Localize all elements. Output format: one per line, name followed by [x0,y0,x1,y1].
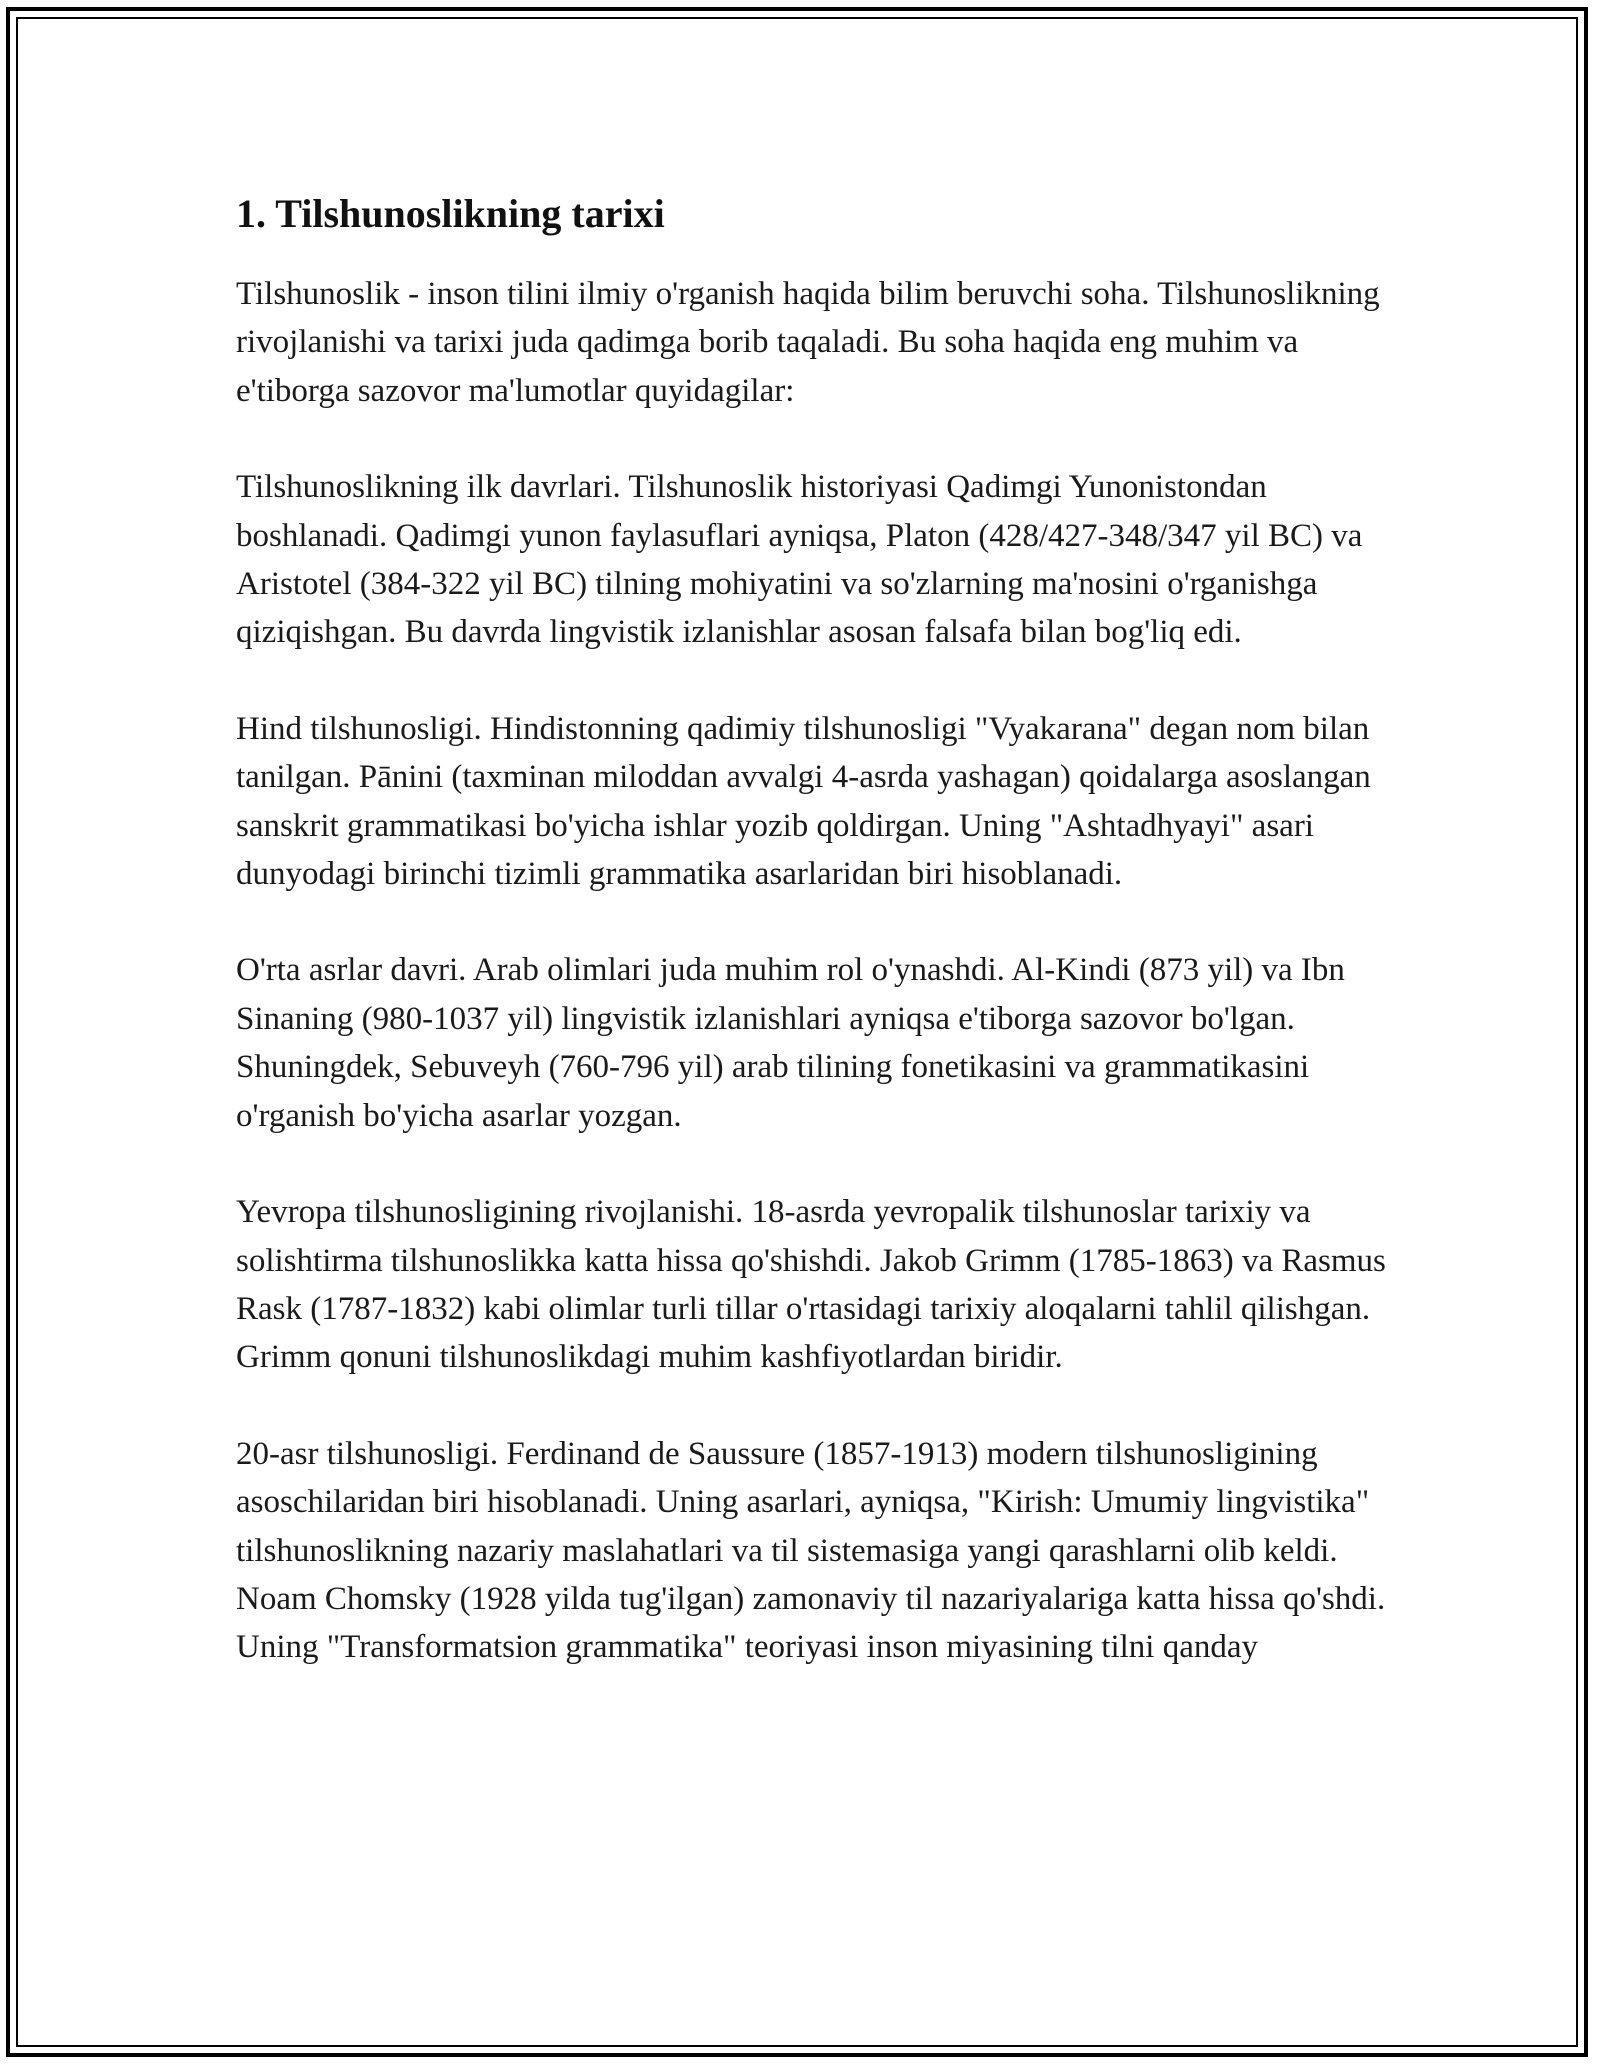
paragraph-intro: Tilshunoslik - inson tilini ilmiy o'rganish haqida bilim beruvchi soha. Tilshunoslikning rivojlanishi va tarixi juda qadimga borib taqaladi. Bu soha haqida eng muhim va e'tiborga sazovor ma'lumotlar quyidagilar: [236,276,1380,409]
paragraph-middle-ages: O'rta asrlar davri. Arab olimlari juda muhim rol o'ynashdi. Al-Kindi (873 yil) va Ibn Sinaning (980-1037 yil) lingvistik izlanishlari ayniqsa e'tiborga sazovor bo'lgan. Shuningdek, Sebuveyh (760-796 yil) arab tilining fonetikasini va grammatikasini o'rganish bo'yicha asarlar yozgan. [236,952,1345,1134]
document-body [236,186,1396,1720]
paragraph-indian-linguistics: Hind tilshunosligi. Hindistonning qadimiy tilshunosligi "Vyakarana" degan nom bilan tanilgan. Pānini (taxminan miloddan avvalgi 4-asrda yashagan) qoidalarga asoslangan sanskrit grammatikasi bo'yicha ishlar yozib qoldirgan. Uning "Ashtadhyayi" asari dunyodagi birinchi tizimli grammatika asarlaridan biri hisoblanadi. [236,710,1371,893]
paragraph-early-periods: Tilshunoslikning ilk davrlari. Tilshunoslik historiyasi Qadimgi Yunonistondan boshlanadi. Qadimgi yunon faylasuflari ayniqsa, Platon (428/427-348/347 yil BC) va Aristotel (384-322 yil BC) tilning mohiyatini va so'zlarning ma'nosini o'rganishga qiziqishgan. Bu davrda lingvistik izlanishlar asosan falsafa bilan bog'liq edi. [236,469,1363,651]
paragraph-20th-century: 20-asr tilshunosligi. Ferdinand de Saussure (1857-1913) modern tilshunosligining asoschilaridan biri hisoblanadi. Uning asarlari, ayniqsa, "Kirish: Umumiy lingvistika" tilshunoslikning nazariy maslahatlari va til sistemasiga yangi qarashlarni olib keldi. Noam Chomsky (1928 yilda tug'ilgan) zamonaviy til nazariyalariga katta hissa qo'shdi. Uning "Transformatsion grammatika" teoriyasi inson miyasining tilni qanday [236,1435,1386,1666]
section-heading: 1. Tilshunoslikning tarixi [236,191,665,236]
paragraph-european-linguistics: Yevropa tilshunosligining rivojlanishi. 18-asrda yevropalik tilshunoslar tarixiy va solishtirma tilshunoslikka katta hissa qo'shishdi. Jakob Grimm (1785-1863) va Rasmus Rask (1787-1832) kabi olimlar turli tillar o'rtasidagi tarixiy aloqalarni tahlil qilishgan. Grimm qonuni tilshunoslikdagi muhim kashfiyotlardan biridir. [236,1194,1386,1376]
